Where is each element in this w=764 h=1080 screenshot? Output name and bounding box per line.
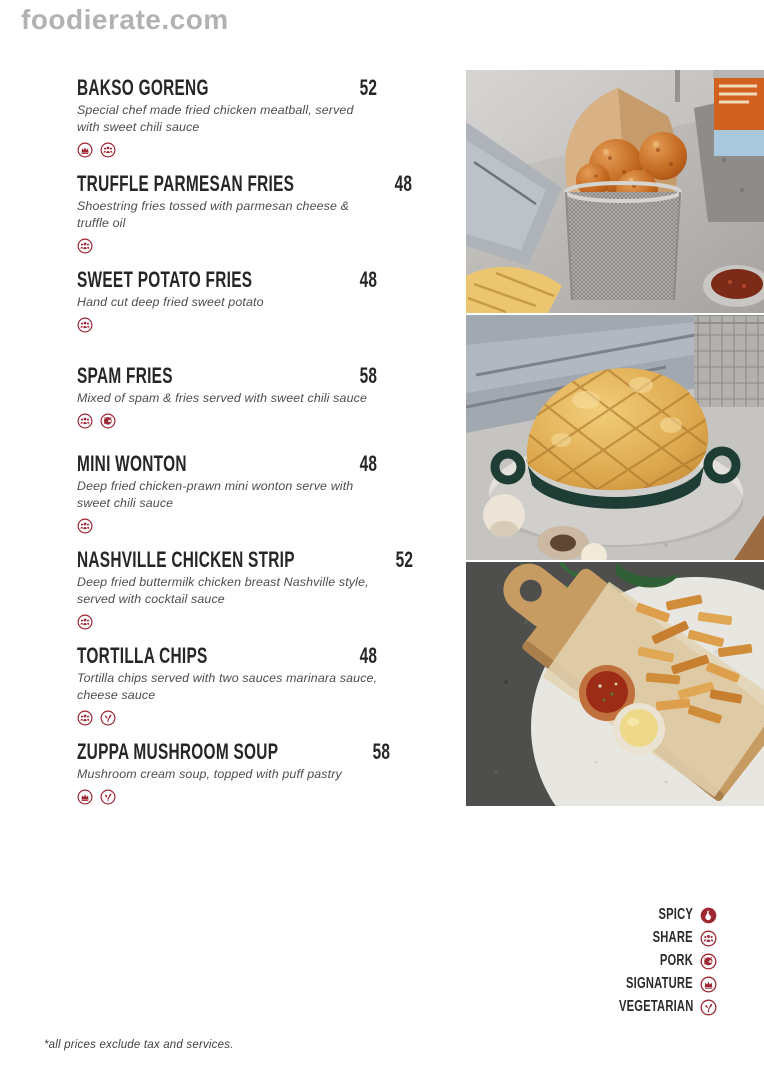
menu-item-icons [77,317,377,333]
menu-item-price: 52 [359,75,377,100]
menu-item [77,739,390,805]
menu-item [77,547,414,630]
share-icon [77,317,93,333]
signature-icon [77,142,93,158]
legend-row [600,975,717,993]
menu-item-price: 58 [372,739,390,764]
vegetarian-icon [100,789,116,805]
menu-item-description: Special chef made fried chicken meatball, served with sweet chili sauce [77,103,354,135]
legend-label: SHARE [652,929,693,946]
menu-item-name: BAKSO GORENG [77,75,209,100]
menu-item-description: Deep fried buttermilk chicken breast Nashville style, served with cocktail sauce [77,575,369,607]
legend-row [647,952,717,970]
menu-item [77,363,377,429]
share-icon [700,930,717,947]
share-icon [77,238,93,254]
share-icon [100,142,116,158]
menu-item [77,171,413,254]
signature-icon [77,789,93,805]
menu-item-header [77,643,377,668]
menu-item-description: Mushroom cream soup, topped with puff pastry [77,767,342,781]
menu-item-header [77,547,414,572]
menu-item [77,267,377,333]
menu-item-description: Tortilla chips served with two sauces marinara sauce, cheese sauce [77,671,378,703]
menu-item [77,75,377,158]
photo-zuppa-soup [466,315,764,560]
legend-row [637,929,717,947]
menu-item-header [77,267,377,292]
menu-item-price: 52 [395,547,414,572]
menu-item-name: MINI WONTON [77,451,187,476]
menu-item-price: 48 [359,267,377,292]
share-icon [77,413,93,429]
menu-item-icons [77,238,377,254]
vegetarian-icon [100,710,116,726]
menu-item-name: SPAM FRIES [77,363,173,388]
menu-item-header [77,75,377,100]
menu-item-icons [77,789,377,805]
menu-item-icons [77,142,377,158]
menu-item-name: ZUPPA MUSHROOM SOUP [77,739,279,764]
menu-item-header [77,363,377,388]
menu-item-name: SWEET POTATO FRIES [77,267,253,292]
menu-item-icons [77,614,377,630]
menu-item-price: 58 [359,363,377,388]
menu-item-header [77,171,413,196]
legend [590,906,717,1016]
menu-item-icons [77,518,377,534]
menu-item-description: Hand cut deep fried sweet potato [77,295,264,309]
spicy-icon [700,907,717,924]
menu-item-description: Mixed of spam & fries served with sweet chili sauce [77,391,367,405]
menu-item-name: NASHVILLE CHICKEN STRIP [77,547,295,572]
menu-item-name: TORTILLA CHIPS [77,643,208,668]
menu-item-price: 48 [394,171,413,196]
legend-row [645,906,717,924]
menu-item-description: Deep fried chicken-prawn mini wonton serve with sweet chili sauce [77,479,354,511]
menu-item-price: 48 [359,451,377,476]
share-icon [77,710,93,726]
legend-label: PORK [659,952,693,969]
footnote: *all prices exclude tax and services. [44,1039,234,1051]
menu-item-description: Shoestring fries tossed with parmesan cheese & truffle oil [77,199,350,231]
photo-bakso-goreng [466,70,764,313]
share-icon [77,614,93,630]
legend-label: SPICY [658,906,693,923]
menu-item [77,451,377,534]
pork-icon [700,953,717,970]
legend-row [590,998,717,1016]
menu-item-icons [77,710,377,726]
pork-icon [100,413,116,429]
menu-item-name: TRUFFLE PARMESAN FRIES [77,171,295,196]
menu-item-price: 48 [359,643,377,668]
legend-label: VEGETARIAN [618,998,693,1015]
menu-item-header [77,451,377,476]
menu-item [77,643,377,726]
legend-label: SIGNATURE [626,975,693,992]
photo-tortilla-chips [466,562,764,806]
share-icon [77,518,93,534]
watermark: foodierate.com [21,4,229,35]
menu-item-icons [77,413,377,429]
vegetarian-icon [700,999,717,1016]
menu-item-header [77,739,390,764]
signature-icon [700,976,717,993]
